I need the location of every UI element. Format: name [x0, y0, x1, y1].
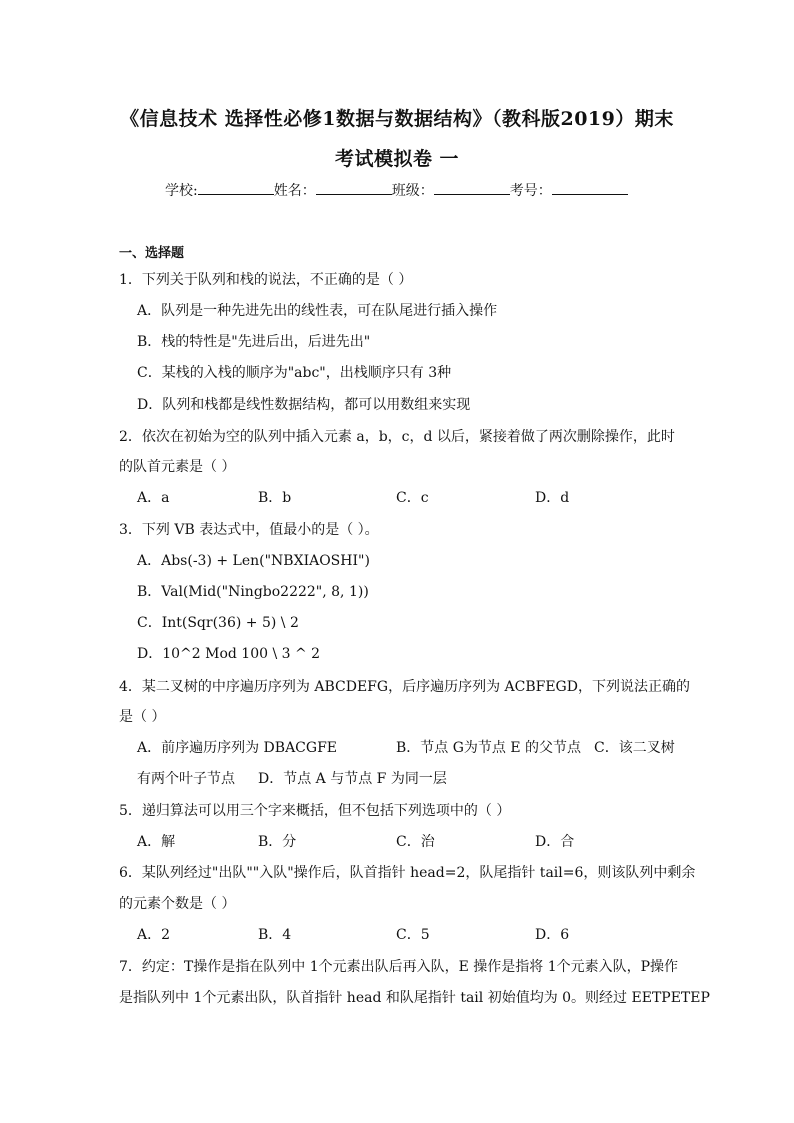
question-6-option-d: D．6: [535, 927, 570, 943]
school-blank[interactable]: [198, 182, 274, 195]
question-4-option-b: B．节点 G为节点 E 的父节点: [396, 740, 582, 756]
question-6-option-c: C．5: [396, 927, 430, 943]
exam-title-line1: 《信息技术 选择性必修1数据与数据结构》（教科版2019）期末: [120, 108, 674, 130]
question-1-option-c: C．某栈的入栈的顺序为"abc"，出栈顺序只有 3种: [137, 365, 452, 381]
exam-number-blank[interactable]: [552, 182, 628, 195]
question-2-option-c: C．c: [396, 490, 429, 506]
question-4-stem-line2: 是（ ）: [119, 709, 166, 725]
question-2-stem-line1: 2．依次在初始为空的队列中插入元素 a，b，c，d 以后，紧接着做了两次删除操作，此时: [119, 429, 675, 445]
question-6-option-a: A．2: [137, 927, 171, 943]
question-1-option-b: B．栈的特性是"先进后出，后进先出": [137, 334, 371, 350]
question-6-stem-line1: 6．某队列经过"出队""入队"操作后，队首指针 head=2，队尾指针 tail=6，则该队列中剩余: [119, 865, 696, 881]
question-2-option-b: B．b: [258, 490, 292, 506]
question-5-option-b: B．分: [258, 834, 297, 850]
class-blank[interactable]: [434, 182, 510, 195]
exam-number-label: 考号：: [509, 183, 552, 199]
question-3-option-c: C．Int(Sqr(36) + 5) \ 2: [137, 615, 299, 631]
name-label: 姓名：: [273, 183, 316, 199]
school-label: 学校:: [165, 183, 198, 199]
question-3-option-a: A．Abs(-3) + Len("NBXIAOSHI"): [137, 553, 370, 569]
question-3-stem: 3．下列 VB 表达式中，值最小的是（ ）。: [119, 522, 379, 538]
name-blank[interactable]: [316, 182, 392, 195]
question-1-option-a: A．队列是一种先进先出的线性表，可在队尾进行插入操作: [137, 303, 498, 319]
question-4-option-c-continued: 有两个叶子节点: [137, 771, 235, 787]
question-2-option-d: D．d: [535, 490, 570, 506]
section-heading: 一、选择题: [119, 246, 185, 261]
question-5-option-d: D．合: [535, 834, 575, 850]
question-1-option-d: D．队列和栈都是线性数据结构，都可以用数组来实现: [137, 397, 471, 413]
question-6-stem-line2: 的元素个数是（ ）: [119, 896, 236, 912]
question-5-stem: 5．递归算法可以用三个字来概括，但不包括下列选项中的（ ）: [119, 803, 511, 819]
question-4-option-a: A．前序遍历序列为 DBACGFE: [137, 740, 338, 756]
question-4-option-d: D．节点 A 与节点 F 为同一层: [258, 771, 447, 787]
question-2-stem-line2: 的队首元素是（ ）: [119, 459, 236, 475]
question-4-option-c: C．该二叉树: [594, 740, 675, 756]
exam-title-line2: 考试模拟卷 一: [334, 148, 460, 170]
question-5-option-c: C．治: [396, 834, 435, 850]
question-3-option-b: B．Val(Mid("Ningbo2222", 8, 1)): [137, 584, 369, 600]
question-4-stem-line1: 4．某二叉树的中序遍历序列为 ABCDEFG，后序遍历序列为 ACBFEGD，下列说法正确的: [119, 679, 690, 695]
question-6-option-b: B．4: [258, 927, 292, 943]
question-2-option-a: A．a: [137, 490, 170, 506]
question-1-stem: 1．下列关于队列和栈的说法，不正确的是（ ）: [119, 272, 413, 288]
student-info-line: [165, 180, 645, 200]
question-7-stem-line1: 7．约定：T操作是指在队列中 1个元素出队后再入队，E 操作是指将 1个元素入队，P操作: [119, 959, 679, 975]
question-7-stem-line2: 是指队列中 1个元素出队，队首指针 head 和队尾指针 tail 初始值均为 0。则经过 EETPETEP: [119, 990, 710, 1006]
question-5-option-a: A．解: [137, 834, 176, 850]
class-label: 班级：: [391, 183, 434, 199]
question-3-option-d: D．10^2 Mod 100 \ 3 ^ 2: [137, 646, 321, 662]
